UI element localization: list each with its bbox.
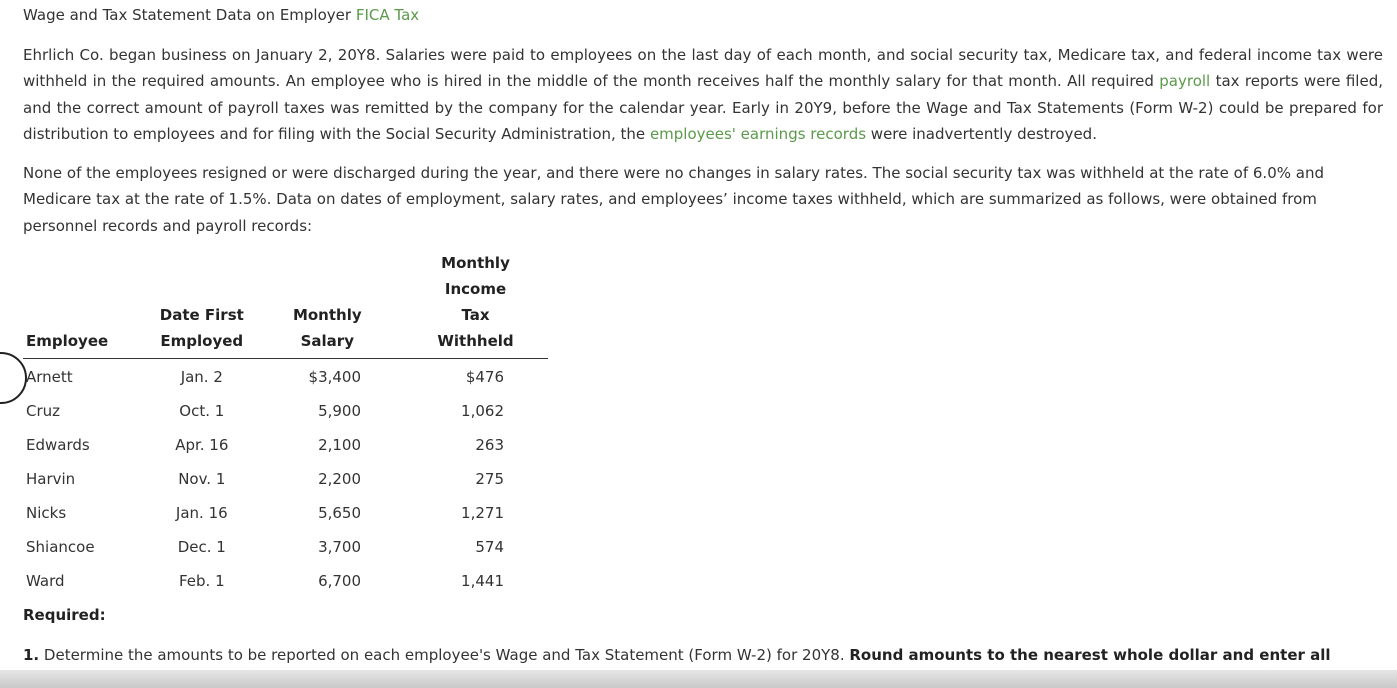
cell-date: Jan. 2 (180, 368, 223, 386)
cell-tax: $476 (465, 368, 504, 386)
cell-date: Oct. 1 (179, 402, 225, 420)
cell-salary: 3,700 (318, 538, 362, 556)
question-instruction: Round amounts to the nearest whole dollar and enter all (849, 646, 1331, 664)
cell-employee: Edwards (26, 436, 90, 454)
title-text: Wage and Tax Statement Data on Employer (23, 6, 356, 24)
cell-tax: 1,441 (461, 572, 504, 590)
problem-title (23, 6, 419, 24)
cell-date: Jan. 16 (175, 504, 228, 522)
cell-employee: Shiancoe (26, 538, 95, 556)
cell-employee: Cruz (26, 402, 61, 420)
table-row (23, 564, 548, 598)
intro-paragraph (23, 42, 1383, 147)
cell-date: Feb. 1 (178, 572, 225, 590)
table-row (23, 496, 548, 530)
cell-tax: 1,271 (461, 504, 504, 522)
cell-date: Nov. 1 (178, 470, 226, 488)
cell-salary: $3,400 (308, 368, 362, 386)
cell-salary: 6,700 (318, 572, 362, 590)
cell-employee: Nicks (26, 504, 67, 522)
table-row (23, 530, 548, 564)
intro-text-1: Ehrlich Co. began business on January 2, 20Y8. Salaries were paid to employees on the last day of each month, and social security tax, Medicare tax, and federal income tax were withheld in the required amounts. An employee who is hired in the middle of the month receives half the monthly salary for that month. All required (23, 46, 1383, 91)
required-heading: Required: (23, 606, 106, 624)
cell-date: Apr. 16 (175, 436, 229, 454)
intro-text-3: were inadvertently destroyed. (866, 124, 1097, 143)
intro-text-2: tax reports were filed, and the correct amount of payroll taxes was remitted by the company for the calendar year. Early in 20Y9, before the Wage and Tax Statements (Form W-2) could be prepared for distribution to employees and for filing with the Social Security Administration, the (23, 72, 1383, 143)
cell-employee: Arnett (26, 368, 73, 386)
header-employee: Employee (23, 250, 152, 359)
cell-tax: 275 (475, 470, 504, 488)
header-monthly-salary: Monthly Salary (252, 250, 403, 359)
cell-date: Dec. 1 (177, 538, 226, 556)
header-date-first-employed: Date First Employed (152, 250, 252, 359)
question-1 (23, 645, 1331, 665)
cell-salary: 5,900 (318, 402, 362, 420)
earnings-records-glossary-link[interactable]: employees' earnings records (649, 124, 867, 143)
cell-tax: 1,062 (461, 402, 504, 420)
cell-salary: 5,650 (318, 504, 362, 522)
table-header-row (23, 250, 548, 359)
table-row (23, 428, 548, 462)
cell-employee: Ward (26, 572, 65, 590)
table-row (23, 462, 548, 496)
table-row (23, 359, 548, 395)
cell-tax: 574 (475, 538, 504, 556)
employee-data-table (23, 250, 548, 598)
cell-salary: 2,100 (318, 436, 362, 454)
question-number: 1. (23, 646, 40, 664)
fica-tax-glossary-link[interactable]: FICA Tax (355, 6, 420, 24)
bottom-scroll-shadow (0, 670, 1397, 688)
header-monthly-income-tax-withheld: Monthly Income Tax Withheld (403, 250, 548, 359)
payroll-glossary-link[interactable]: payroll (1159, 72, 1211, 91)
cell-employee: Harvin (26, 470, 76, 488)
table-row (23, 394, 548, 428)
question-text: Determine the amounts to be reported on each employee's Wage and Tax Statement (Form W-2) for 20Y8. (39, 646, 850, 664)
data-paragraph: None of the employees resigned or were discharged during the year, and there were no changes in salary rates. The social security tax was withheld at the rate of 6.0% and Medicare tax at the rate of 1.5%. Data on dates of employment, salary rates, and employees’ income taxes withheld, which are summarized as follows, were obtained from personnel records and payroll records: (23, 164, 1324, 235)
cell-tax: 263 (475, 436, 504, 454)
cell-salary: 2,200 (318, 470, 362, 488)
